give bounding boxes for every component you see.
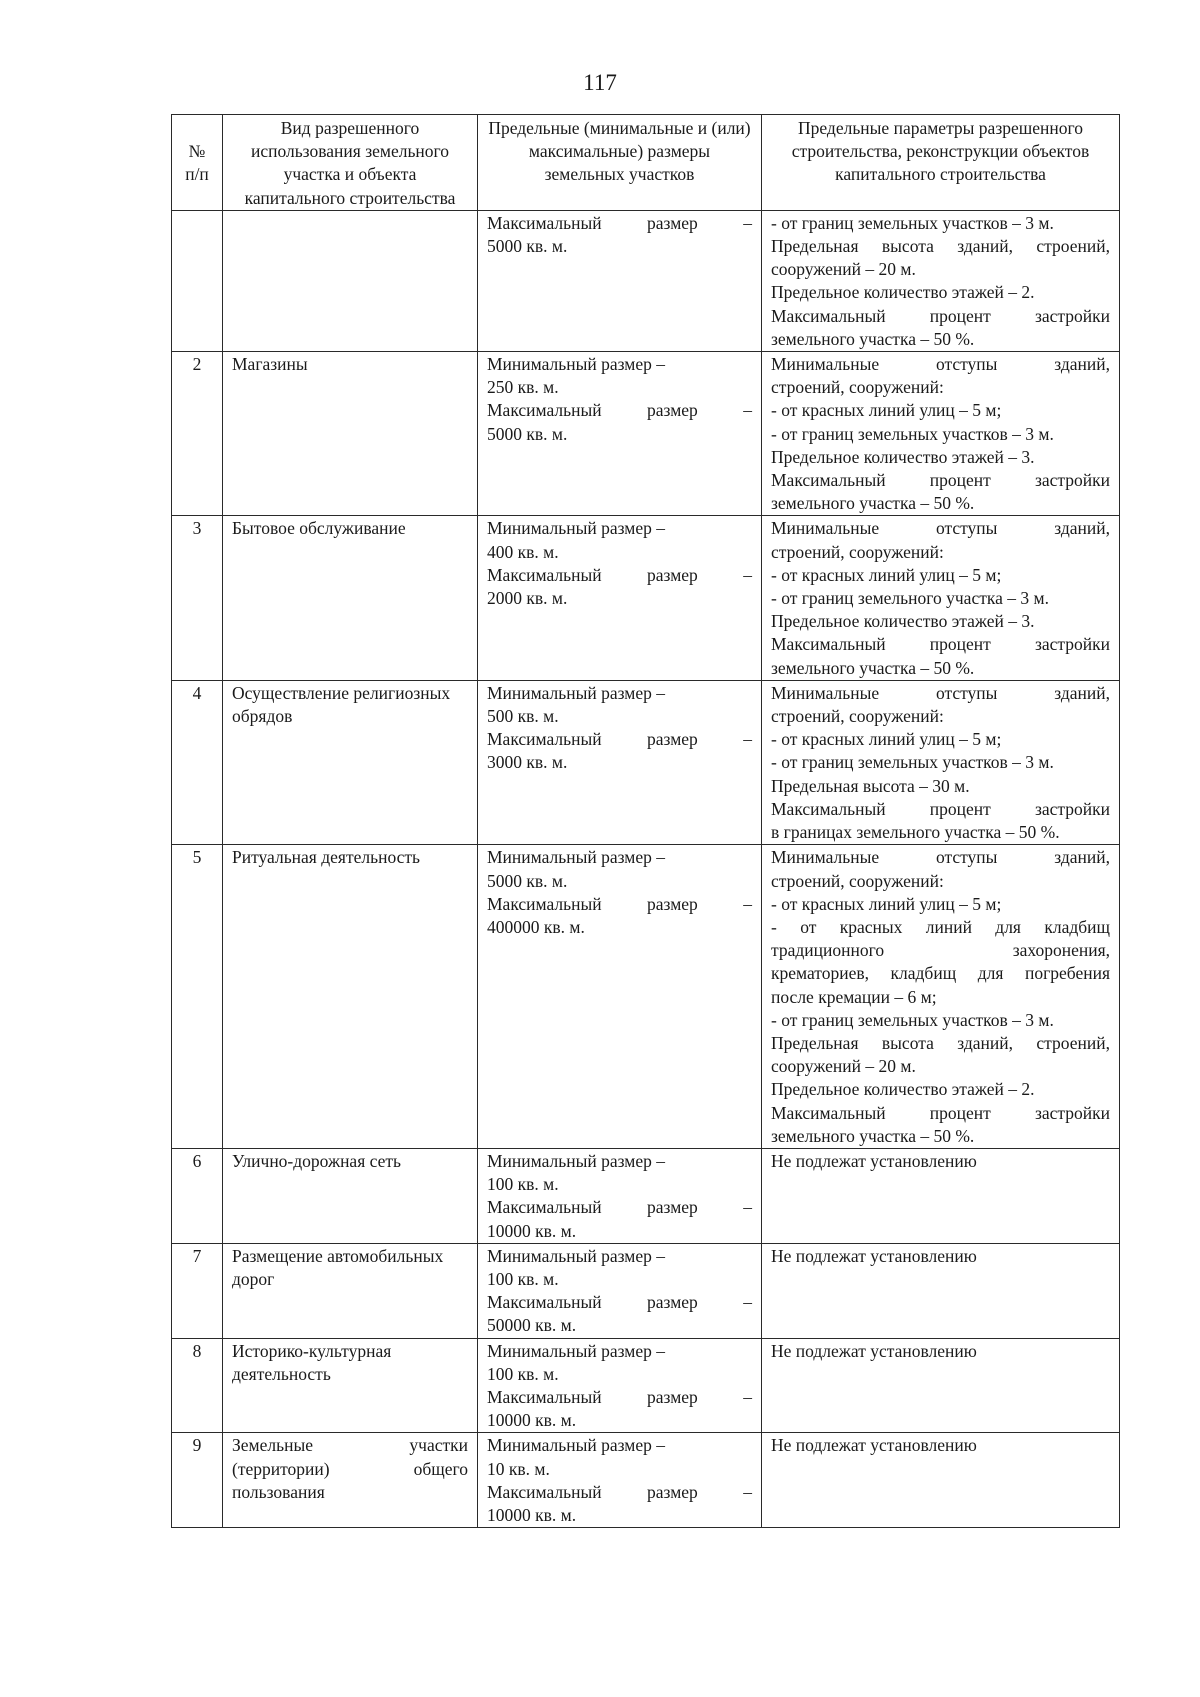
size-line: 5000 кв. м. [487, 870, 568, 891]
size-line: 2000 кв. м. [487, 588, 568, 609]
parameter-line: Предельная высота зданий, строений, [771, 236, 1110, 257]
row-plot-size [478, 680, 762, 844]
size-line: Максимальный размер – [487, 1197, 752, 1218]
parameter-line: земельного участка – 50 %. [771, 657, 975, 678]
row-permitted-use: Улично-дорожная сеть [223, 1148, 478, 1243]
size-line: Минимальный размер – [487, 1245, 666, 1266]
row-plot-size [478, 516, 762, 680]
row-permitted-use: Размещение автомобильных дорог [223, 1243, 478, 1338]
parameter-line: Максимальный процент застройки [771, 634, 1110, 655]
parameter-line: Максимальный процент застройки [771, 470, 1110, 491]
size-line: 10000 кв. м. [487, 1504, 577, 1525]
header-plot-size-limits: Предельные (минимальные и (или) максимальные) размеры земельных участков [478, 115, 762, 211]
parameter-line: строений, сооружений: [771, 870, 944, 891]
size-line: Минимальный размер – [487, 354, 666, 375]
parameter-line: - от границ земельных участков – 3 м. [771, 752, 1054, 773]
row-number: 2 [172, 352, 223, 516]
table-row [172, 352, 1120, 516]
parameter-line: Предельная высота – 30 м. [771, 775, 970, 796]
parameter-line: строений, сооружений: [771, 706, 944, 727]
row-plot-size [478, 1433, 762, 1528]
size-line: Максимальный размер – [487, 1481, 752, 1502]
row-construction-parameters [762, 210, 1120, 351]
parameter-line: строений, сооружений: [771, 377, 944, 398]
table-row [172, 1243, 1120, 1338]
parameter-line: Предельное количество этажей – 3. [771, 611, 1035, 632]
row-number: 4 [172, 680, 223, 844]
land-use-regulations-table [171, 114, 1120, 1528]
table-row [172, 1338, 1120, 1433]
row-number: 8 [172, 1338, 223, 1433]
parameter-line: Предельное количество этажей – 2. [771, 1079, 1035, 1100]
parameter-line: Предельная высота зданий, строений, [771, 1032, 1110, 1053]
table-row [172, 210, 1120, 351]
row-number: 9 [172, 1433, 223, 1528]
size-line: Минимальный размер – [487, 518, 666, 539]
size-line: 500 кв. м. [487, 706, 559, 727]
row-plot-size [478, 1338, 762, 1433]
size-line: 400 кв. м. [487, 541, 559, 562]
row-permitted-use: Историко-культурная деятельность [223, 1338, 478, 1433]
parameter-line: сооружений – 20 м. [771, 1056, 916, 1077]
parameter-line: - от границ земельных участков – 3 м. [771, 212, 1054, 233]
row-number: 7 [172, 1243, 223, 1338]
parameter-line: Предельное количество этажей – 3. [771, 446, 1035, 467]
row-plot-size [478, 1243, 762, 1338]
header-number: № п/п [172, 115, 223, 211]
size-line: 10000 кв. м. [487, 1410, 577, 1431]
size-line: 10000 кв. м. [487, 1220, 577, 1241]
parameter-line: Не подлежат установлению [771, 1340, 977, 1361]
header-permitted-use: Вид разрешенного использования земельного участка и объекта капитального строительства [223, 115, 478, 211]
table-row [172, 680, 1120, 844]
parameter-line: - от границ земельного участка – 3 м. [771, 588, 1049, 609]
row-plot-size [478, 845, 762, 1149]
row-number [172, 210, 223, 351]
parameter-line: традиционного захоронения, [771, 940, 1110, 961]
parameter-line: Минимальные отступы зданий, [771, 847, 1110, 868]
row-plot-size [478, 210, 762, 351]
size-line: 5000 кв. м. [487, 423, 568, 444]
parameter-line: Не подлежат установлению [771, 1435, 977, 1456]
table-row [172, 516, 1120, 680]
parameter-line: - от красных линий для кладбищ [771, 916, 1110, 937]
parameter-line: Максимальный процент застройки [771, 798, 1110, 819]
row-construction-parameters [762, 1433, 1120, 1528]
parameter-line: Максимальный процент застройки [771, 305, 1110, 326]
size-line: 250 кв. м. [487, 377, 559, 398]
size-line: 400000 кв. м. [487, 916, 585, 937]
size-line: Минимальный размер – [487, 682, 666, 703]
size-line: Минимальный размер – [487, 1150, 666, 1171]
parameter-line: в границах земельного участка – 50 %. [771, 822, 1060, 843]
size-line: 3000 кв. м. [487, 752, 568, 773]
parameter-line: Минимальные отступы зданий, [771, 682, 1110, 703]
row-permitted-use [223, 210, 478, 351]
parameter-line: Минимальные отступы зданий, [771, 354, 1110, 375]
size-line: 100 кв. м. [487, 1268, 559, 1289]
row-construction-parameters [762, 352, 1120, 516]
size-line: Максимальный размер – [487, 893, 752, 914]
row-permitted-use: Земельные участки (территории) общего пользования [223, 1433, 478, 1528]
table-row [172, 845, 1120, 1149]
row-permitted-use: Осуществление религиозных обрядов [223, 680, 478, 844]
parameter-line: строений, сооружений: [771, 541, 944, 562]
parameter-line: - от красных линий улиц – 5 м; [771, 564, 1002, 585]
row-permitted-use: Магазины [223, 352, 478, 516]
row-plot-size [478, 1148, 762, 1243]
size-line: Максимальный размер – [487, 400, 752, 421]
row-construction-parameters [762, 1338, 1120, 1433]
size-line: 5000 кв. м. [487, 236, 568, 257]
parameter-line: сооружений – 20 м. [771, 259, 916, 280]
row-plot-size [478, 352, 762, 516]
row-construction-parameters [762, 1148, 1120, 1243]
size-line: Максимальный размер – [487, 564, 752, 585]
row-number: 3 [172, 516, 223, 680]
parameter-line: земельного участка – 50 %. [771, 493, 975, 514]
size-line: Минимальный размер – [487, 1340, 666, 1361]
parameter-line: Не подлежат установлению [771, 1150, 977, 1171]
table-row [172, 1148, 1120, 1243]
size-line: Максимальный размер – [487, 1292, 752, 1313]
table-header-row [172, 115, 1120, 211]
size-line: 100 кв. м. [487, 1363, 559, 1384]
parameter-line: Минимальные отступы зданий, [771, 518, 1110, 539]
parameter-line: после кремации – 6 м; [771, 986, 937, 1007]
parameter-line: - от красных линий улиц – 5 м; [771, 729, 1002, 750]
size-line: 100 кв. м. [487, 1174, 559, 1195]
header-construction-parameters: Предельные параметры разрешенного строительства, реконструкции объектов капитального строительства [762, 115, 1120, 211]
parameter-line: земельного участка – 50 %. [771, 328, 975, 349]
table-row [172, 1433, 1120, 1528]
parameter-line: - от красных линий улиц – 5 м; [771, 400, 1002, 421]
row-construction-parameters [762, 680, 1120, 844]
row-permitted-use: Бытовое обслуживание [223, 516, 478, 680]
row-construction-parameters [762, 845, 1120, 1149]
parameter-line: Предельное количество этажей – 2. [771, 282, 1035, 303]
parameter-line: крематориев, кладбищ для погребения [771, 963, 1110, 984]
page-number: 117 [583, 70, 617, 95]
parameter-line: - от границ земельных участков – 3 м. [771, 423, 1054, 444]
parameter-line: Максимальный процент застройки [771, 1102, 1110, 1123]
parameter-line: Не подлежат установлению [771, 1245, 977, 1266]
parameter-line: земельного участка – 50 %. [771, 1125, 975, 1146]
size-line: 50000 кв. м. [487, 1315, 577, 1336]
row-permitted-use: Ритуальная деятельность [223, 845, 478, 1149]
size-line: Максимальный размер – [487, 212, 752, 233]
size-line: Максимальный размер – [487, 729, 752, 750]
parameter-line: - от красных линий улиц – 5 м; [771, 893, 1002, 914]
size-line: Минимальный размер – [487, 847, 666, 868]
parameter-line: - от границ земельных участков – 3 м. [771, 1009, 1054, 1030]
size-line: 10 кв. м. [487, 1458, 550, 1479]
row-construction-parameters [762, 1243, 1120, 1338]
size-line: Максимальный размер – [487, 1386, 752, 1407]
size-line: Минимальный размер – [487, 1435, 666, 1456]
row-number: 5 [172, 845, 223, 1149]
row-number: 6 [172, 1148, 223, 1243]
row-construction-parameters [762, 516, 1120, 680]
